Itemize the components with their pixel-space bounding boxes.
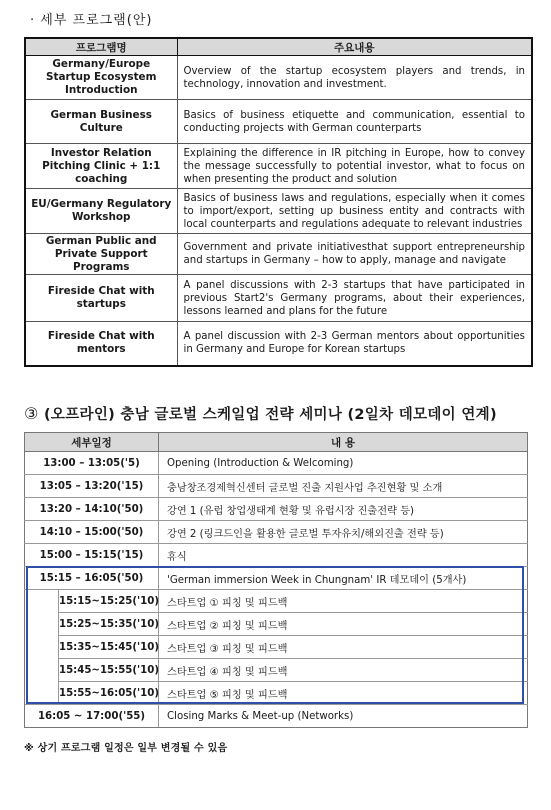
program-table-header [25, 38, 532, 56]
program-desc: A panel discussion with 2-3 German mentors about opportunities in Germany and Europe for Korean startups [177, 322, 532, 366]
table-row [25, 521, 528, 544]
schedule-content: Closing Marks & Meet-up (Networks) [159, 705, 528, 728]
indent-cell [25, 590, 59, 613]
subschedule-content: 스타트업 ④ 피칭 및 피드백 [159, 659, 528, 682]
program-desc: Overview of the startup ecosystem players and trends, in technology, innovation and investment. [177, 56, 532, 100]
schedule-table-header [25, 433, 528, 452]
table-subrow [25, 636, 528, 659]
table-row [25, 705, 528, 728]
subschedule-content: 스타트업 ③ 피칭 및 피드백 [159, 636, 528, 659]
schedule-time: 13:00 – 13:05('5) [25, 452, 159, 475]
table-row [25, 475, 528, 498]
subschedule-content: 스타트업 ① 피칭 및 피드백 [159, 590, 528, 613]
table-row [25, 144, 532, 189]
program-desc: Basics of business etiquette and communication, essential to conducting projects with German counterparts [177, 100, 532, 144]
program-table [24, 37, 533, 367]
program-name: EU/Germany Regulatory Workshop [25, 189, 177, 234]
subschedule-time: 15:25~15:35('10) [59, 613, 159, 636]
schedule-time: 13:05 – 13:20('15) [25, 475, 159, 498]
program-name: Fireside Chat with mentors [25, 322, 177, 366]
program-desc: Explaining the difference in IR pitching in Europe, how to convey the message successfully to potential investor, what to focus on when presenting the product and solution [177, 144, 532, 189]
subschedule-time: 15:15~15:25('10) [59, 590, 159, 613]
section1-title: · 세부 프로그램(안) [30, 13, 153, 28]
schedule-content: Opening (Introduction & Welcoming) [159, 452, 528, 475]
schedule-content: 강연 1 (유럽 창업생태계 현황 및 유럽시장 진출전략 등) [159, 498, 528, 521]
program-desc: A panel discussions with 2-3 startups that have participated in previous Start2's Germany programs, about their experiences, lessons learned and plans for the future [177, 275, 532, 322]
table-row [25, 234, 532, 275]
program-name: Fireside Chat with startups [25, 275, 177, 322]
section-number: ③ [24, 404, 39, 423]
table-row-demoday [25, 567, 528, 590]
schedule-note: ※ 상기 프로그램 일정은 일부 변경될 수 있음 [24, 743, 228, 754]
table-subrow [25, 613, 528, 636]
program-name: German Business Culture [25, 100, 177, 144]
schedule-time: 15:15 – 16:05('50) [25, 567, 159, 590]
header-schedule: 세부일정 [25, 433, 159, 452]
subschedule-time: 15:45~15:55('10) [59, 659, 159, 682]
subschedule-content: 스타트업 ⑤ 피칭 및 피드백 [159, 682, 528, 705]
indent-cell [25, 659, 59, 682]
schedule-content: 휴식 [159, 544, 528, 567]
schedule-time: 15:00 – 15:15('15) [25, 544, 159, 567]
section2-title-text: (오프라인) 충남 글로벌 스케일업 전략 세미나 (2일차 데모데이 연계) [38, 407, 497, 423]
schedule-table [24, 432, 528, 728]
schedule-time: 14:10 – 15:00('50) [25, 521, 159, 544]
indent-cell [25, 682, 59, 705]
program-name: German Public and Private Support Programs [25, 234, 177, 275]
program-name: Investor Relation Pitching Clinic + 1:1 coaching [25, 144, 177, 189]
program-name: Germany/Europe Startup Ecosystem Introduction [25, 56, 177, 100]
table-row [25, 189, 532, 234]
table-subrow [25, 590, 528, 613]
program-desc: Basics of business laws and regulations, especially when it comes to import/export, setting up business entity and contracts with local counterparts and regulations adequate to relevant industries [177, 189, 532, 234]
header-program-name: 프로그램명 [25, 38, 177, 56]
header-content: 내 용 [159, 433, 528, 452]
subschedule-content: 스타트업 ② 피칭 및 피드백 [159, 613, 528, 636]
section2-title [24, 403, 497, 424]
subschedule-time: 15:55~16:05('10) [59, 682, 159, 705]
table-row [25, 452, 528, 475]
schedule-content: 충남창조경제혁신센터 글로벌 진출 지원사업 추진현황 및 소개 [159, 475, 528, 498]
indent-cell [25, 636, 59, 659]
table-row [25, 544, 528, 567]
schedule-content: 'German immersion Week in Chungnam' IR 데모데이 (5개사) [159, 567, 528, 590]
subschedule-time: 15:35~15:45('10) [59, 636, 159, 659]
program-desc: Government and private initiativesthat support entrepreneurship and startups in Germany – how to apply, manage and navigate [177, 234, 532, 275]
table-row [25, 100, 532, 144]
table-subrow [25, 682, 528, 705]
table-row [25, 498, 528, 521]
indent-cell [25, 613, 59, 636]
table-row [25, 322, 532, 366]
table-subrow [25, 659, 528, 682]
header-main-content: 주요내용 [177, 38, 532, 56]
schedule-time: 16:05 ~ 17:00('55) [25, 705, 159, 728]
table-row [25, 56, 532, 100]
schedule-content: 강연 2 (링크드인을 활용한 글로벌 투자유치/해외진출 전략 등) [159, 521, 528, 544]
schedule-time: 13:20 – 14:10('50) [25, 498, 159, 521]
table-row [25, 275, 532, 322]
